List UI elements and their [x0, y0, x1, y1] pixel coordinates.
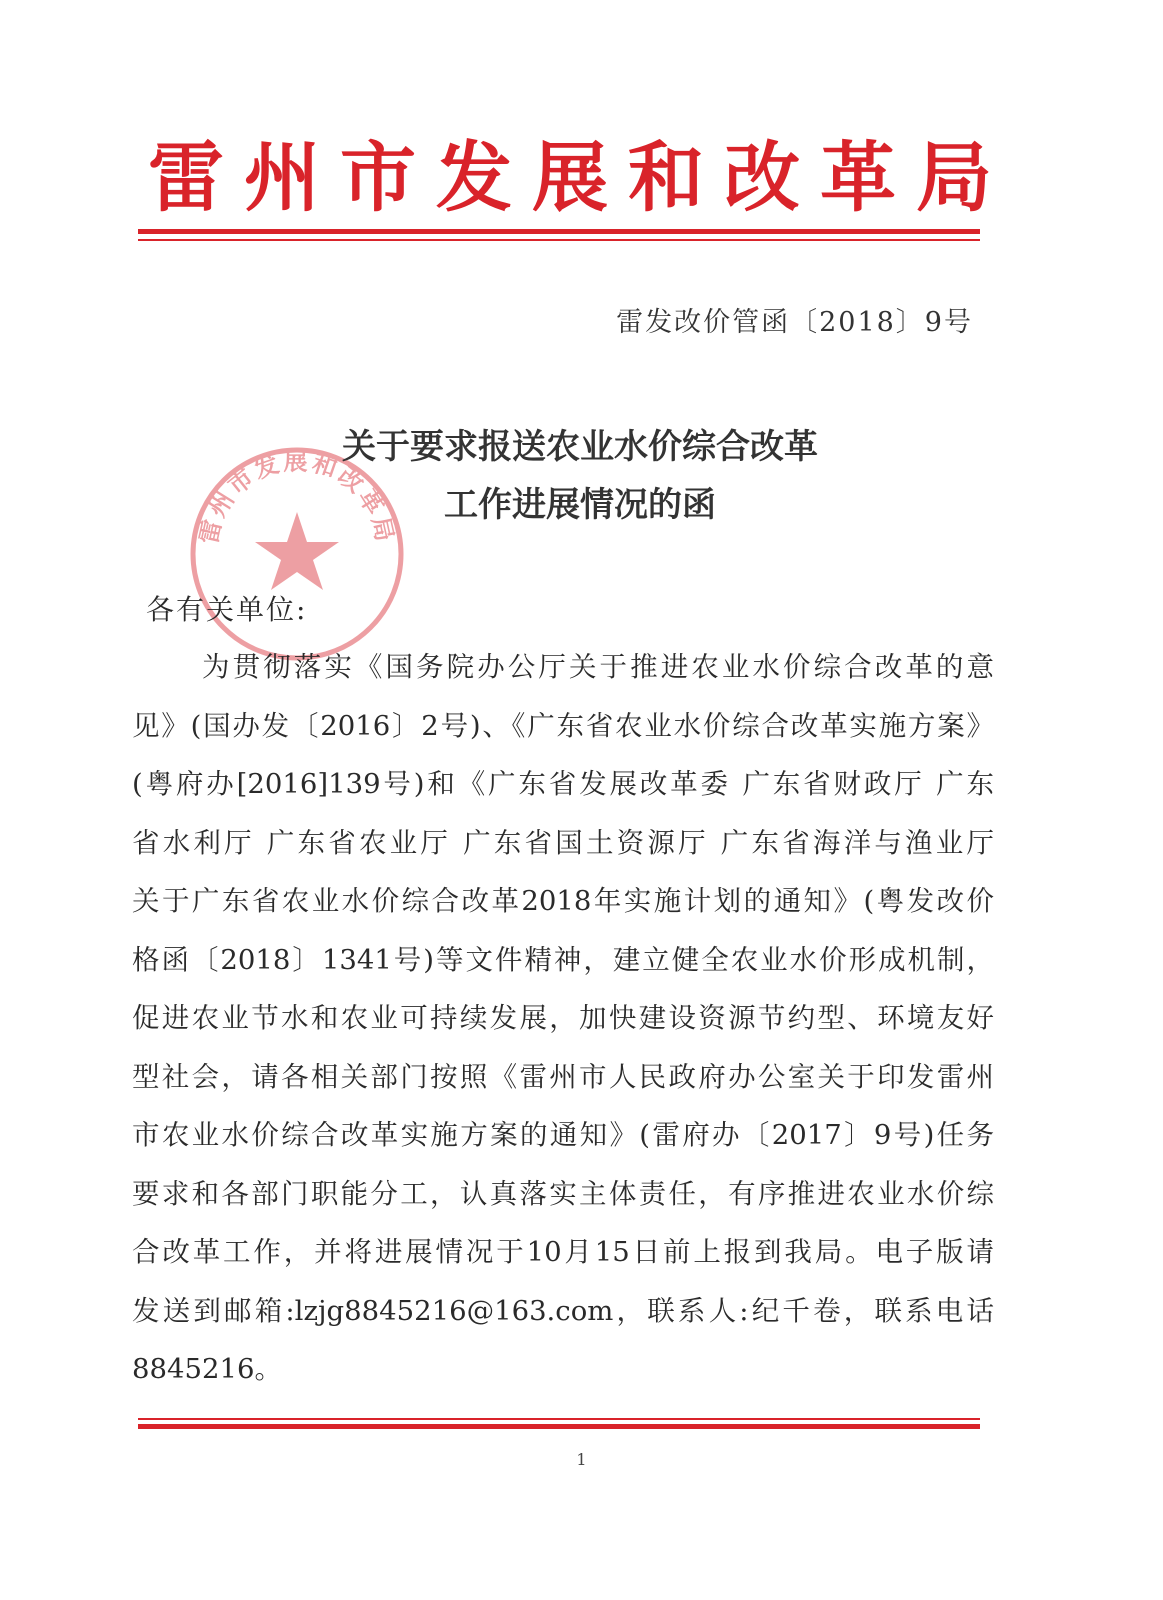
body-line: 促进农业节水和农业可持续发展，加快建设资源节约型、环境友好: [132, 1002, 994, 1034]
body-line: 见》(国办发〔2016〕2号)、《广东省农业水价综合改革实施方案》: [132, 709, 994, 742]
salutation: 各有关单位:: [146, 593, 308, 626]
footer-red-line-thin: [138, 1418, 980, 1420]
body-line: 要求和各部门职能分工，认真落实主体责任，有序推进农业水价综: [132, 1177, 994, 1210]
body-line: 格函〔2018〕1341号)等文件精神，建立健全农业水价形成机制，: [132, 943, 994, 976]
body-text: [132, 638, 994, 1399]
page-number: 1: [576, 1450, 587, 1469]
body-line: 型社会，请各相关部门按照《雷州市人民政府办公室关于印发雷州: [132, 1060, 994, 1093]
header-red-line-thin: [138, 239, 980, 241]
header-red-line-thick: [138, 229, 980, 234]
footer-red-line-thick: [138, 1424, 980, 1429]
agency-header-title: 雷州市发展和改革局: [148, 133, 1012, 222]
subject-line-1: 关于要求报送农业水价综合改革: [342, 427, 818, 467]
body-line: 省水利厅 广东省农业厅 广东省国土资源厅 广东省海洋与渔业厅: [132, 826, 994, 859]
body-line: (粤府办[2016]139号)和《广东省发展改革委 广东省财政厅 广东: [132, 768, 994, 800]
body-line: 发送到邮箱:lzjg8845216@163.com，联系人:纪千卷，联系电话: [132, 1294, 994, 1327]
body-line: 市农业水价综合改革实施方案的通知》(雷府办〔2017〕9号)任务: [132, 1119, 994, 1151]
body-line: 8845216。: [132, 1353, 282, 1385]
subject-line-2: 工作进展情况的函: [444, 485, 716, 525]
body-line: 关于广东省农业水价综合改革2018年实施计划的通知》(粤发改价: [132, 885, 994, 917]
document-number: 雷发改价管函〔2018〕9号: [616, 307, 973, 338]
document-subject: [200, 418, 960, 534]
body-line: 合改革工作，并将进展情况于10月15日前上报到我局。电子版请: [132, 1236, 994, 1268]
body-line: 为贯彻落实《国务院办公厅关于推进农业水价综合改革的意: [202, 651, 994, 683]
svg-text:雷州市发展和改革局: 雷州市发展和改革局: [194, 447, 400, 547]
